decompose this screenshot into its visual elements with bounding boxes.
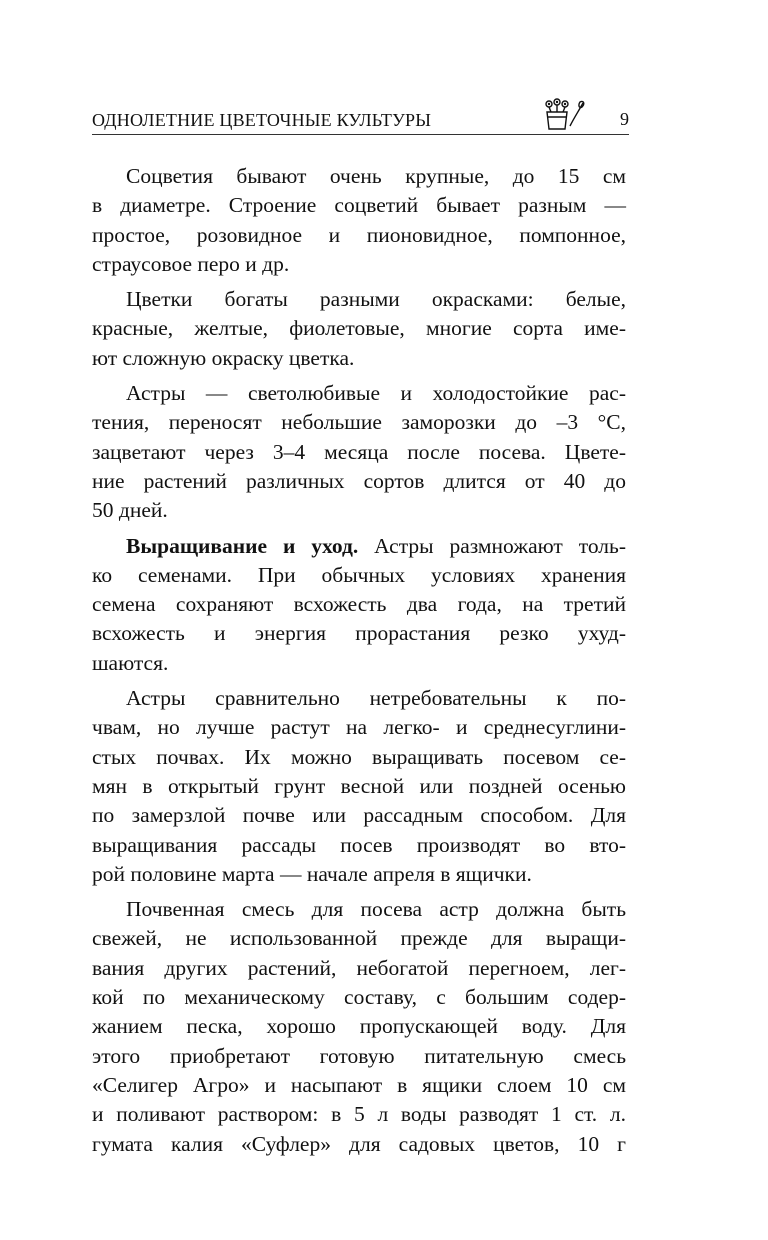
text-line: всхожесть и энергия прорастания резко ухуд- bbox=[92, 621, 626, 646]
flower-pot-with-trowel-icon bbox=[540, 98, 586, 132]
text-line: кой по механическому составу, с большим содер- bbox=[92, 985, 626, 1010]
body-text bbox=[92, 162, 626, 1159]
text-line: гумата калия «Суфлер» для садовых цветов, 10 г bbox=[92, 1131, 626, 1156]
text-line bbox=[92, 532, 626, 561]
text-line: «Селигер Агро» и насыпают в ящики слоем 10 см bbox=[92, 1072, 626, 1097]
paragraph bbox=[92, 285, 626, 373]
text-line: зацветают через 3–4 месяца после посева. Цвете- bbox=[92, 439, 626, 464]
text-line: простое, розовидное и пионовидное, помпонное, bbox=[92, 222, 626, 247]
text-line: Почвенная смесь для посева астр должна быть bbox=[126, 897, 626, 922]
paragraph bbox=[92, 684, 626, 889]
paragraph bbox=[92, 379, 626, 525]
text-line: Астры — светолюбивые и холодостойкие рас- bbox=[126, 381, 626, 406]
text-run: Астры размножают толь- bbox=[358, 533, 626, 558]
text-line: мян в открытый грунт весной или поздней осенью bbox=[92, 773, 626, 798]
text-line: шаются. bbox=[92, 650, 169, 675]
text-line: 50 дней. bbox=[92, 498, 168, 523]
text-line: Соцветия бывают очень крупные, до 15 см bbox=[126, 164, 626, 188]
text-line: ко семенами. При обычных условиях хранения bbox=[92, 562, 626, 587]
text-line: ние растений различных сортов длится от 40 до bbox=[92, 468, 626, 493]
text-line: красные, желтые, фиолетовые, многие сорта име- bbox=[92, 316, 626, 341]
page-header bbox=[92, 106, 629, 136]
text-line: чвам, но лучше растут на легко- и среднесуглини- bbox=[92, 715, 626, 740]
text-line: по замерзлой почве или рассадным способом. Для bbox=[92, 803, 626, 828]
text-line: страусовое перо и др. bbox=[92, 251, 290, 276]
text-line: и поливают раствором: в 5 л воды разводят 1 ст. л. bbox=[92, 1102, 626, 1127]
paragraph bbox=[92, 895, 626, 1159]
text-line: ют сложную окраску цветка. bbox=[92, 345, 355, 370]
text-line: рой половине марта — начале апреля в ящички. bbox=[92, 861, 532, 886]
text-line: Астры сравнительно нетребовательны к по- bbox=[126, 686, 626, 711]
text-line: стых почвах. Их можно выращивать посевом се- bbox=[92, 744, 626, 769]
header-rule bbox=[92, 134, 629, 135]
paragraph bbox=[92, 532, 626, 678]
page-number: 9 bbox=[620, 109, 629, 129]
text-line: Цветки богаты разными окрасками: белые, bbox=[126, 287, 626, 312]
paragraph bbox=[92, 162, 626, 279]
running-head: ОДНОЛЕТНИЕ ЦВЕТОЧНЫЕ КУЛЬТУРЫ bbox=[92, 110, 432, 130]
text-line: в диаметре. Строение соцветий бывает разным — bbox=[92, 193, 626, 218]
text-line: свежей, не использованной прежде для выращи- bbox=[92, 926, 626, 951]
text-line: жанием песка, хорошо пропускающей воду. Для bbox=[92, 1014, 626, 1039]
text-line: вания других растений, небогатой перегноем, лег- bbox=[92, 955, 626, 980]
section-run-in-heading: Выращивание и уход. bbox=[126, 533, 359, 558]
text-line: семена сохраняют всхожесть два года, на третий bbox=[92, 592, 626, 617]
text-line: этого приобретают готовую питательную смесь bbox=[92, 1043, 626, 1068]
text-line: тения, переносят небольшие заморозки до –3 °С, bbox=[92, 410, 626, 435]
text-line: выращивания рассады посев производят во вто- bbox=[92, 832, 626, 857]
